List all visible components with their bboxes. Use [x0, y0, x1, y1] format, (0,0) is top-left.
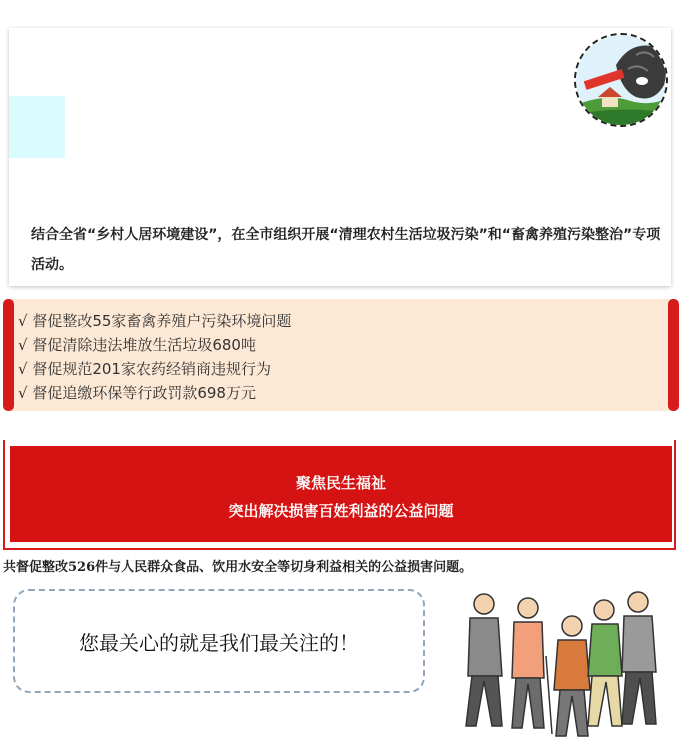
- slogan-box: [13, 589, 425, 693]
- intro-text: 结合全省“乡村人居环境建设”，在全市组织开展“清理农村生活垃圾污染”和“畜禽养殖污染整治”专项活动。: [31, 227, 661, 273]
- list-item: √ 督促规范201家农药经销商违规行为: [18, 360, 271, 378]
- banner-subtitle: 突出解决损害百姓利益的公益问题: [228, 502, 454, 520]
- slogan-text: 您最关心的就是我们最关注的！: [79, 631, 359, 655]
- achievements-list: [18, 309, 291, 405]
- achievements-panel: [8, 299, 674, 411]
- decorative-block: [9, 96, 65, 158]
- pollution-cartoon-icon: [574, 33, 668, 127]
- list-item: √ 督促追缴环保等行政罚款698万元: [18, 384, 256, 402]
- section-banner: [10, 446, 672, 542]
- summary-text: 共督促整改526件与人民群众食品、饮用水安全等切身利益相关的公益损害问题。: [3, 560, 473, 575]
- banner-title: 聚焦民生福祉: [295, 474, 386, 492]
- panel-right-accent: [668, 299, 679, 411]
- crowd-of-people-icon: [440, 586, 680, 742]
- panel-left-accent: [3, 299, 14, 411]
- intro-card: [9, 28, 671, 286]
- list-item: √ 督促清除违法堆放生活垃圾680吨: [18, 336, 256, 354]
- list-item: √ 督促整改55家畜禽养殖户污染环境问题: [18, 312, 292, 330]
